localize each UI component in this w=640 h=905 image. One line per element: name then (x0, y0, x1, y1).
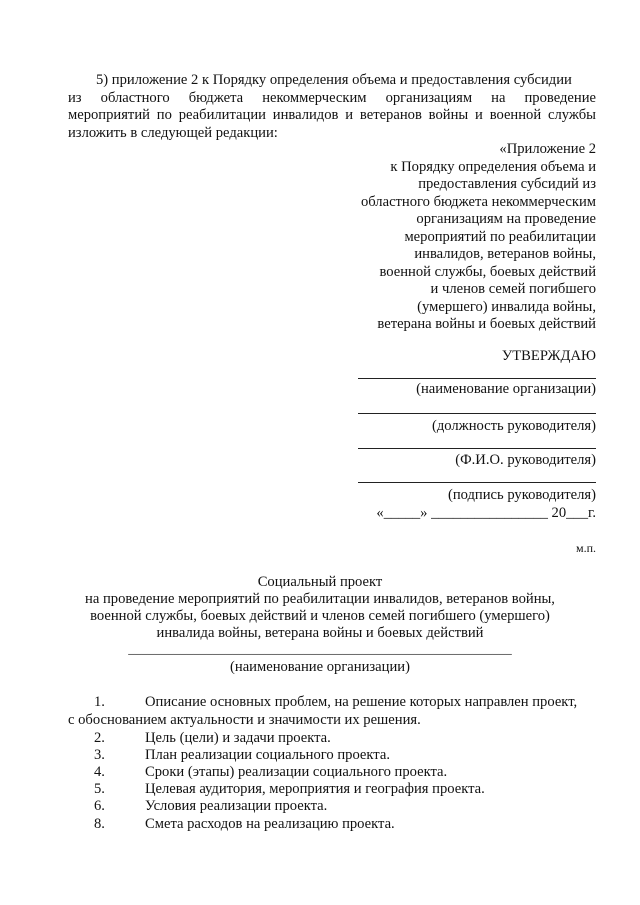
list-item-text: Цель (цели) и задачи проекта. (145, 730, 331, 746)
appendix-line: предоставления субсидий из (418, 176, 596, 192)
project-org-caption: (наименование организации) (230, 659, 410, 675)
list-item-text: Условия реализации проекта. (145, 798, 328, 814)
appendix-line: военной службы, боевых действий (379, 263, 596, 280)
list-item-text: Смета расходов на реализацию проекта. (145, 816, 395, 832)
intro-line-2: из областного бюджета некоммерческим организациям на проведение (68, 90, 596, 106)
signature-line (358, 482, 596, 483)
list-item-text: План реализации социального проекта. (145, 747, 390, 763)
name-caption: (Ф.И.О. руководителя) (455, 452, 596, 468)
seal-label: м.п. (575, 541, 596, 555)
intro-line-4: изложить в следующей редакции: (68, 125, 278, 141)
appendix-line: инвалидов, ветеранов войны, (414, 246, 596, 262)
position-signature-line (358, 413, 596, 414)
list-item-number: 6. (94, 798, 105, 814)
list-item-text: Целевая аудитория, мероприятия и география проекта. (145, 781, 485, 797)
list-item-number: 3. (94, 747, 105, 763)
project-subtitle-2: военной службы, боевых действий и членов семей погибшего (умершего) (90, 608, 550, 624)
list-item-text: Сроки (этапы) реализации социального проекта. (145, 764, 448, 780)
date-line: «_____» ________________ 20___г. (376, 505, 596, 521)
name-signature-line (358, 448, 596, 449)
approval-title: УТВЕРЖДАЮ (501, 348, 596, 364)
appendix-line: областного бюджета некоммерческим (360, 193, 596, 210)
position-caption: (должность руководителя) (431, 418, 596, 434)
intro-line-3: мероприятий по реабилитации инвалидов и ветеранов войны и военной службы (68, 107, 596, 123)
appendix-line: организациям на проведение (416, 211, 596, 227)
list-item-number: 4. (94, 764, 105, 780)
project-subtitle-1: на проведение мероприятий по реабилитации инвалидов, ветеранов войны, (85, 591, 555, 607)
org-signature-line (358, 378, 596, 379)
list-item-continuation: с обоснованием актуальности и значимости их решения. (68, 712, 421, 728)
project-subtitle-3: инвалида войны, ветерана войны и боевых действий (156, 625, 484, 641)
project-org-blank-line: ___________________________________________________________ (128, 641, 512, 656)
appendix-line: ветерана войны и боевых действий (377, 316, 596, 332)
org-caption: (наименование организации) (416, 381, 596, 397)
appendix-line: мероприятий по реабилитации (404, 228, 596, 245)
list-item-number: 5. (94, 781, 105, 797)
appendix-heading (361, 141, 596, 334)
appendix-line: и членов семей погибшего (430, 281, 596, 297)
signature-caption: (подпись руководителя) (447, 487, 596, 503)
appendix-line: к Порядку определения объема и (390, 158, 596, 175)
list-item-number: 1. (94, 694, 105, 710)
appendix-line: «Приложение 2 (499, 141, 596, 157)
list-item-text: Описание основных проблем, на решение которых направлен проект, (145, 694, 578, 710)
project-title: Социальный проект (257, 574, 383, 590)
list-item-number: 2. (94, 730, 105, 746)
intro-line-1: 5) приложение 2 к Порядку определения объема и предоставления субсидии (96, 72, 572, 88)
appendix-line: (умершего) инвалида войны, (417, 298, 596, 315)
list-item-number: 8. (94, 816, 105, 832)
